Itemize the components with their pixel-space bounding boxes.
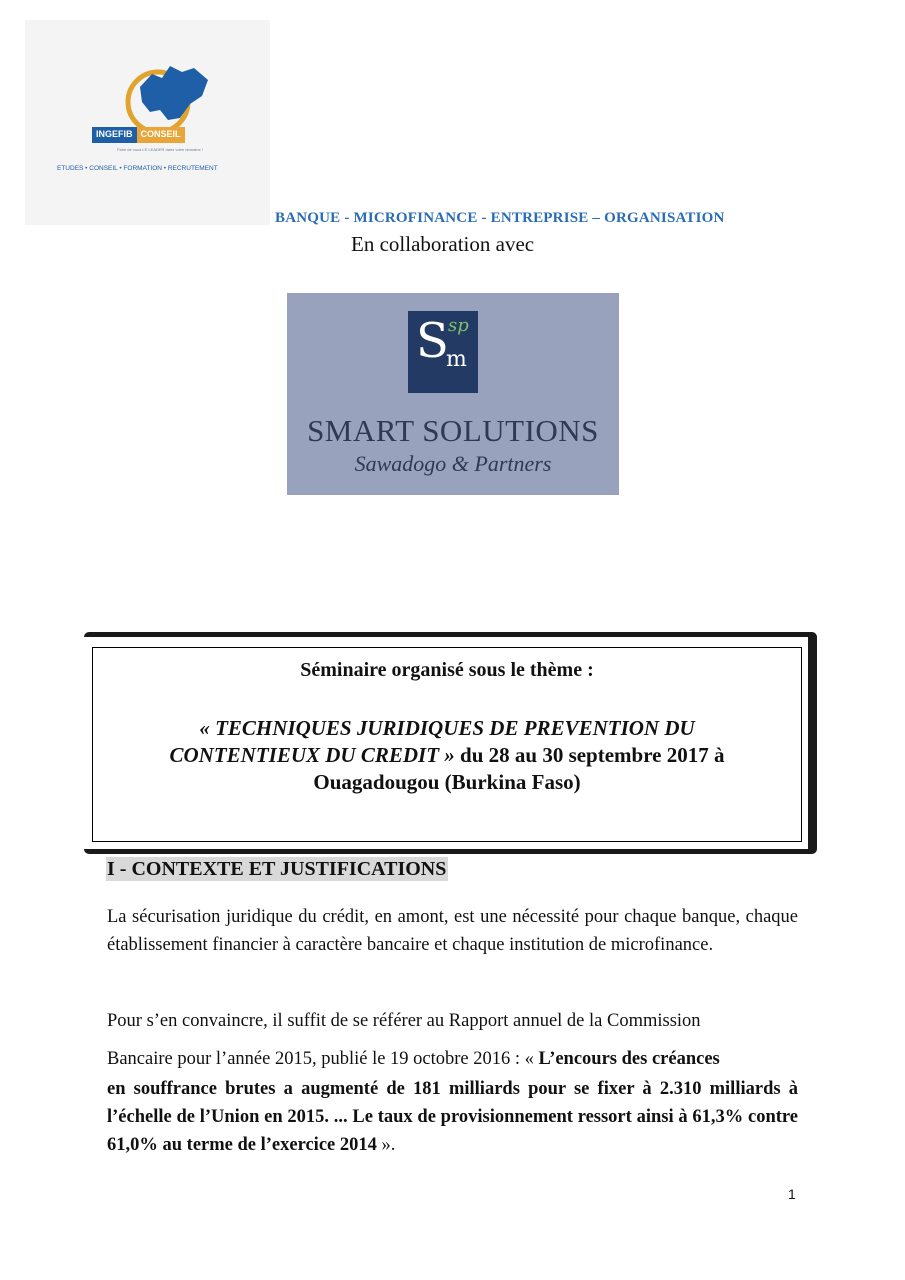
africa-map-icon [110, 52, 220, 132]
brand-left: INGEFIB [92, 127, 137, 143]
quote-end: ». [376, 1135, 396, 1155]
quote-text: en souffrance brutes a augmenté de 181 milliards pour se fixer à 2.310 milliards à l’échelle de l’Union en 2015. ... Le taux de provisionnement ressort ainsi à 61,3% contre 61,0% au terme de l’exercice 2014 [107, 1079, 798, 1155]
seminar-intro: Séminaire organisé sous le thème : [300, 659, 594, 681]
partner-subtitle: Sawadogo & Partners [354, 451, 552, 476]
theme-line1: « TECHNIQUES JURIDIQUES DE PREVENTION DU [199, 716, 695, 740]
ingefib-logo [25, 20, 270, 225]
paragraph-2: Pour s’en convaincre, il suffit de se référer au Rapport annuel de la Commission [107, 1011, 701, 1031]
mark-s: S [416, 313, 449, 369]
logo-services: ETUDES • CONSEIL • FORMATION • RECRUTEMENT [57, 165, 218, 172]
logo-tagline: Faire de vous LE LEADER dans votre domaine ! [117, 147, 203, 152]
collaboration-text: En collaboration avec [351, 232, 535, 256]
page-number: 1 [788, 1186, 796, 1202]
para3-plain: Bancaire pour l’année 2015, publié le 19 octobre 2016 : « [107, 1049, 539, 1069]
smart-solutions-logo [287, 293, 619, 495]
seminar-title-box [92, 647, 802, 842]
mark-sp: sp [448, 315, 469, 336]
seminar-location: Ouagadougou (Burkina Faso) [313, 770, 581, 794]
paragraph-1: La sécurisation juridique du crédit, en amont, est une nécessité pour chaque banque, chaque établissement financier à caractère bancaire et chaque institution de microfinance. [107, 907, 798, 955]
paragraph-3 [107, 1045, 798, 1073]
sectors-line: BANQUE - MICROFINANCE - ENTREPRISE – ORGANISATION [275, 210, 725, 226]
seminar-dates: du 28 au 30 septembre 2017 à [454, 743, 725, 767]
partner-name: SMART SOLUTIONS [307, 413, 599, 448]
ssp-mark-icon [408, 311, 478, 393]
seminar-theme [93, 715, 801, 796]
theme-line2: CONTENTIEUX DU CREDIT » [169, 743, 455, 767]
mark-m: m [446, 347, 467, 372]
brand-right: CONSEIL [137, 127, 185, 143]
para3-bold: L’encours des créances [538, 1049, 720, 1069]
brand-badge [92, 127, 222, 143]
quote-block [107, 1075, 798, 1159]
section-heading: I - CONTEXTE ET JUSTIFICATIONS [107, 858, 447, 880]
